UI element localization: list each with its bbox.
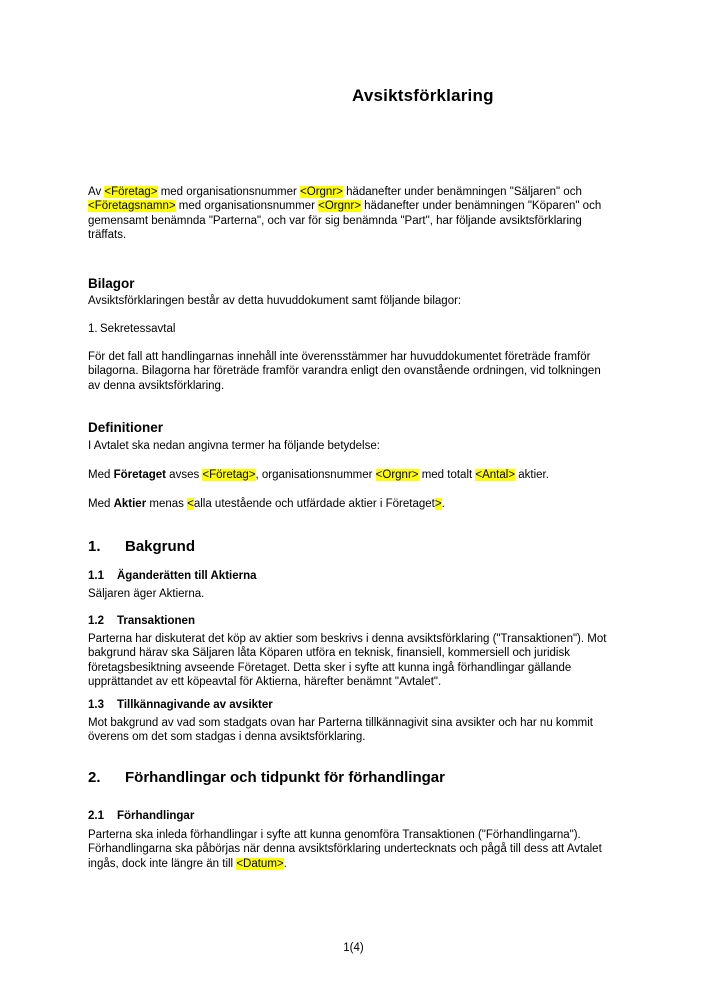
text-line [88, 468, 549, 482]
text-line [88, 632, 606, 646]
numbered-heading [88, 810, 194, 822]
paragraph [88, 497, 445, 511]
text-line [88, 228, 601, 242]
text-segment: ingås, dock inte längre än till [88, 857, 237, 870]
page-number: 1(4) [343, 942, 364, 954]
paragraph [88, 587, 204, 601]
paragraph [88, 439, 380, 453]
text-segment: alla utestående och utfärdade aktier i Företaget [193, 498, 435, 510]
text-segment: upprättandet av ett köpeavtal för Aktierna, härefter benämnt "Avtalet". [88, 675, 442, 688]
paragraph [88, 716, 593, 745]
text-line [88, 842, 602, 856]
text-segment: aktier. [515, 469, 549, 481]
heading-number: 1. [88, 538, 101, 555]
list-item-text: Sekretessavtal [100, 323, 176, 335]
text-line [88, 199, 601, 213]
text-segment: Avsiktsförklaringen består av detta huvuddokument samt följande bilagor: [88, 295, 462, 307]
list-item [88, 322, 175, 336]
text-segment: . [441, 498, 445, 510]
text-segment: med totalt [418, 469, 476, 481]
placeholder-highlight: > [434, 498, 442, 510]
placeholder-highlight: <Företagsnamn> [88, 200, 176, 213]
numbered-heading [88, 615, 195, 627]
placeholder-highlight: <Datum> [236, 857, 284, 870]
heading-text: Transaktionen [117, 615, 195, 627]
placeholder-highlight: <Orgnr> [318, 200, 361, 213]
text-line [88, 716, 593, 730]
text-line [88, 857, 602, 871]
heading-number: 1.2 [88, 615, 104, 627]
heading-text: Äganderätten till Aktierna [117, 570, 257, 582]
section-heading: Bilagor [88, 276, 135, 291]
heading-number: 1.3 [88, 699, 104, 711]
text-segment: , organisationsnummer [255, 469, 376, 481]
text-segment: bakgrund härav ska Säljaren låta Köparen utföra en teknisk, finansiell, kommersiell och juridisk [88, 647, 570, 660]
text-line [88, 294, 461, 308]
paragraph [88, 185, 601, 242]
text-line [88, 379, 601, 393]
heading-text: Förhandlingar och tidpunkt för förhandlingar [125, 769, 445, 786]
placeholder-highlight: <Företag> [202, 469, 256, 481]
text-segment: Av [88, 186, 105, 198]
numbered-heading [88, 570, 257, 582]
heading-text: Tillkännagivande av avsikter [117, 699, 273, 711]
text-segment: företagsbesiktning avseende Företaget. Detta sker i syfte att kunna ingå förhandlingar gällande [88, 661, 572, 674]
placeholder-highlight: <Orgnr> [375, 469, 419, 481]
text-segment: För det fall att handlingarnas innehåll inte överensstämmer har huvuddokumentet företräde framför [88, 351, 591, 363]
text-segment: hädanefter under benämningen "Köparen" och [360, 200, 602, 213]
text-segment: av denna avsiktsförklaring. [88, 379, 225, 392]
paragraph [88, 350, 601, 393]
heading-number: 2.1 [88, 810, 104, 822]
text-line [88, 364, 601, 378]
placeholder-highlight: < [187, 498, 194, 510]
placeholder-highlight: <Företag> [104, 186, 158, 198]
text-segment: . [283, 857, 287, 870]
text-line [88, 214, 601, 228]
text-segment: bilagorna. Bilagorna har företräde framför varandra enligt den ovanstående ordningen, vid tolkningen [88, 365, 601, 378]
document-title: Avsiktsförklaring [352, 86, 494, 105]
heading-number: 1.1 [88, 570, 104, 582]
numbered-heading [88, 699, 273, 711]
text-segment: med organisationsnummer [175, 200, 319, 213]
text-segment: avses [165, 469, 203, 481]
text-line [88, 350, 601, 364]
text-segment: menas [146, 498, 188, 510]
paragraph [88, 294, 461, 308]
text-segment: Förhandlingarna ska påbörjas när denna avsiktsförklaring undertecknats och pågå till dess att Avtalet [88, 843, 602, 856]
text-line [88, 828, 602, 842]
list-number: 1. [88, 323, 98, 335]
numbered-heading [88, 769, 445, 786]
text-segment: gemensamt benämnda "Parterna", och var för sig benämnda "Part", har följande avsiktsförklaring [88, 214, 582, 227]
heading-text: Bakgrund [125, 538, 196, 555]
section-heading: Definitioner [88, 420, 164, 435]
text-line [88, 675, 606, 689]
text-line [88, 439, 380, 453]
text-line [88, 661, 606, 675]
text-segment: Med [88, 469, 114, 481]
heading-text: Förhandlingar [117, 810, 195, 822]
text-segment: överens om det som stadgas i denna avsiktsförklaring. [88, 731, 366, 744]
text-segment: träffats. [88, 228, 127, 241]
placeholder-highlight: <Antal> [475, 469, 516, 481]
text-segment: hädanefter under benämningen "Säljaren" och [342, 186, 582, 198]
text-line [88, 185, 601, 199]
text-segment: Mot bakgrund av vad som stadgats ovan har Parterna tillkännagivit sina avsikter och har nu kommit [88, 717, 593, 729]
heading-number: 2. [88, 769, 101, 786]
paragraph [88, 632, 606, 689]
numbered-heading [88, 538, 195, 555]
text-segment: Med [88, 498, 114, 510]
bold-term: Aktier [113, 498, 147, 510]
text-line [88, 587, 204, 601]
text-segment: Parterna ska inleda förhandlingar i syfte att kunna genomföra Transaktionen ("Förhandlingarna"). [88, 829, 581, 841]
text-segment: Säljaren äger Aktierna. [88, 588, 205, 600]
text-segment: I Avtalet ska nedan angivna termer ha följande betydelse: [88, 440, 380, 452]
text-line [88, 730, 593, 744]
text-line [88, 497, 445, 511]
bold-term: Företaget [113, 469, 166, 481]
placeholder-highlight: <Orgnr> [300, 186, 343, 198]
paragraph [88, 828, 602, 871]
paragraph [88, 468, 549, 482]
text-segment: Parterna har diskuterat det köp av aktier som beskrivs i denna avsiktsförklaring ("Transaktionen"). Mot [88, 633, 607, 645]
text-segment: med organisationsnummer [157, 186, 301, 198]
text-line [88, 646, 606, 660]
